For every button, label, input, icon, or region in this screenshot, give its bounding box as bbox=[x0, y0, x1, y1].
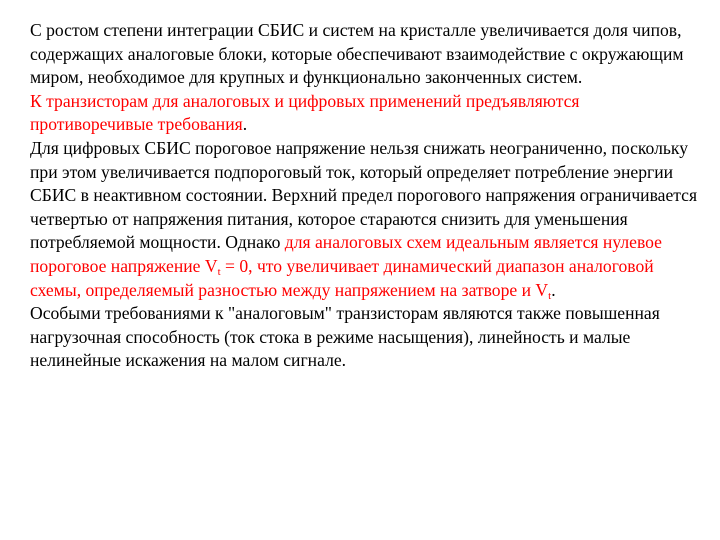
analog-transistor-requirements-text: Особыми требованиями к "аналоговым" транзисторам являются также повышенная нагрузочная способность (ток стока в режиме насыщения), линейность и малые нелинейные искажения на малом сигнале. bbox=[30, 303, 660, 371]
paragraph-contradictory-requirements bbox=[30, 90, 705, 137]
subscript-t: t bbox=[217, 265, 221, 278]
paragraph-analog-share-text: С ростом степени интеграции СБИС и систем на кристалле увеличивается доля чипов, содержащих аналоговые блоки, которые обеспечивают взаимодействие с окружающим миром, необходимое для крупных и функционально законченных систем. bbox=[30, 20, 684, 88]
analog-threshold-text-b: = 0, что увеличивает динамический диапазон аналоговой схемы, определяемый разностью между напряжением на затворе и V bbox=[30, 255, 654, 300]
highlight-contradictory-requirements: К транзисторам для аналоговых и цифровых применений предъявляются противоречивые требования bbox=[30, 90, 580, 135]
subscript-t: t bbox=[548, 289, 552, 302]
slide-text-body bbox=[30, 19, 705, 373]
paragraph-analog-transistor-requirements bbox=[30, 302, 705, 373]
paragraph-analog-share bbox=[30, 19, 705, 90]
paragraph-threshold-voltage bbox=[30, 137, 705, 302]
analog-threshold-text-a: для аналоговых схем идеальным является нулевое пороговое напряжение V bbox=[30, 232, 662, 276]
period: . bbox=[242, 114, 248, 135]
digital-threshold-text: Для цифровых СБИС пороговое напряжение нельзя снижать неограниченно, поскольку при этом увеличивается подпороговый ток, который определяет потребление энергии СБИС в неактивном состоянии. Верхний предел порогового напряжения ограничивается четвертью от напряжения питания, которое стараются снизить для уменьшения потребляемой мощности. Однако bbox=[30, 137, 698, 253]
period: . bbox=[551, 279, 556, 300]
